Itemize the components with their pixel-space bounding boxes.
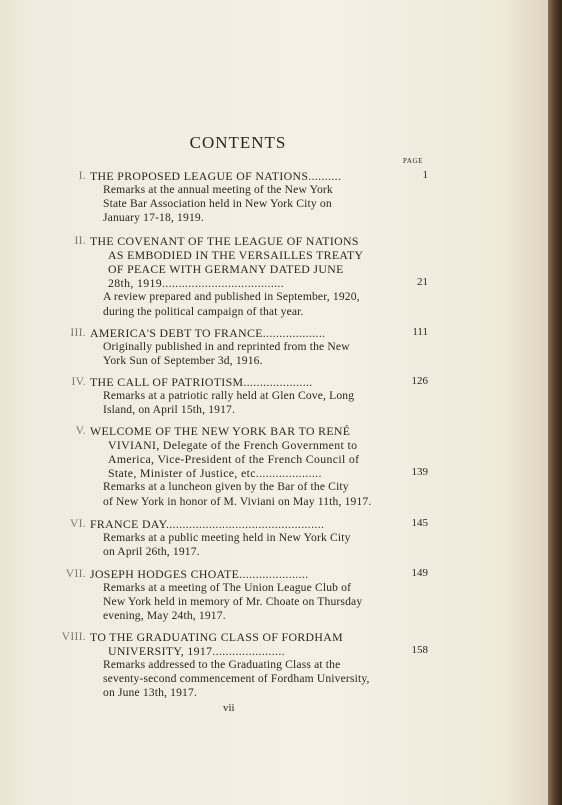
- chapter-description-line: Remarks at a meeting of The Union League Club of: [103, 581, 352, 595]
- chapter-description-line: Originally published in and reprinted from the New: [103, 340, 350, 354]
- page-number: 111: [412, 326, 428, 338]
- chapter-description-line: during the political campaign of that year.: [103, 304, 304, 318]
- chapter-description-line: on April 26th, 1917.: [103, 545, 200, 559]
- chapter-title-line: THE COVENANT OF THE LEAGUE OF NATIONS: [90, 234, 359, 248]
- page-number-footer: vii: [223, 702, 235, 714]
- chapter-description-line: seventy-second commencement of Fordham University,: [103, 672, 370, 686]
- chapter-description-line: of New York in honor of M. Viviani on May 11th, 1917.: [103, 494, 372, 508]
- page-number: 158: [411, 644, 428, 657]
- chapter-description-line: Island, on April 15th, 1917.: [103, 403, 236, 417]
- chapter-title-line: OF PEACE WITH GERMANY DATED JUNE: [108, 262, 344, 277]
- page-number: 21: [417, 276, 428, 289]
- page-number: 126: [411, 375, 428, 387]
- chapter-title-line: 28th, 1919.....................................: [108, 276, 285, 291]
- chapter-number: IV.: [71, 375, 86, 388]
- chapter-description-line: Remarks at the annual meeting of the New York: [103, 183, 333, 197]
- chapter-title-line: WELCOME OF THE NEW YORK BAR TO RENÉ: [90, 424, 351, 438]
- chapter-title-line: TO THE GRADUATING CLASS OF FORDHAM: [90, 630, 343, 644]
- chapter-number: III.: [70, 326, 86, 339]
- page-column-header: PAGE: [403, 157, 424, 165]
- chapter-description-line: Remarks addressed to the Graduating Class at the: [103, 658, 341, 672]
- page-title: CONTENTS: [189, 133, 287, 152]
- chapter-title-line: State, Minister of Justice, etc....................: [108, 466, 322, 481]
- chapter-number: II.: [74, 234, 86, 247]
- chapter-description-line: Remarks at a public meeting held in New York City: [103, 531, 351, 545]
- chapter-description-line: A review prepared and published in September, 1920,: [103, 290, 360, 304]
- chapter-description-line: New York held in memory of Mr. Choate on Thursday: [103, 595, 363, 609]
- page-number: 149: [411, 567, 428, 579]
- chapter-title-line: America, Vice-President of the French Council of: [108, 452, 360, 467]
- chapter-title-line: THE CALL OF PATRIOTISM.....................: [90, 375, 313, 389]
- chapter-number: I.: [78, 169, 86, 182]
- chapter-title-line: UNIVERSITY, 1917......................: [108, 644, 285, 659]
- page-number: 145: [411, 517, 428, 529]
- chapter-description-line: on June 13th, 1917.: [103, 686, 197, 700]
- chapter-number: VII.: [65, 567, 86, 580]
- page-number: 1: [422, 169, 428, 181]
- chapter-title-line: VIVIANI, Delegate of the French Government to: [108, 438, 358, 453]
- chapter-title-line: JOSEPH HODGES CHOATE.....................: [90, 567, 309, 581]
- chapter-description-line: State Bar Association held in New York City on: [103, 197, 332, 211]
- chapter-number: VIII.: [61, 630, 86, 643]
- chapter-title-line: THE PROPOSED LEAGUE OF NATIONS..........: [90, 169, 342, 183]
- chapter-number: VI.: [69, 517, 86, 530]
- page-number: 139: [411, 466, 428, 479]
- chapter-title-line: AS EMBODIED IN THE VERSAILLES TREATY: [108, 248, 364, 263]
- book-edge-shadow: [548, 0, 562, 805]
- chapter-description-line: Remarks at a patriotic rally held at Glen Cove, Long: [103, 389, 355, 403]
- chapter-number: V.: [75, 424, 86, 437]
- chapter-description-line: Remarks at a luncheon given by the Bar of the City: [103, 480, 349, 494]
- chapter-description-line: evening, May 24th, 1917.: [103, 609, 226, 623]
- chapter-description-line: January 17-18, 1919.: [103, 211, 204, 225]
- chapter-title-line: FRANCE DAY................................................: [90, 517, 325, 531]
- chapter-title-line: AMERICA'S DEBT TO FRANCE...................: [90, 326, 326, 340]
- chapter-description-line: York Sun of September 3d, 1916.: [103, 354, 263, 368]
